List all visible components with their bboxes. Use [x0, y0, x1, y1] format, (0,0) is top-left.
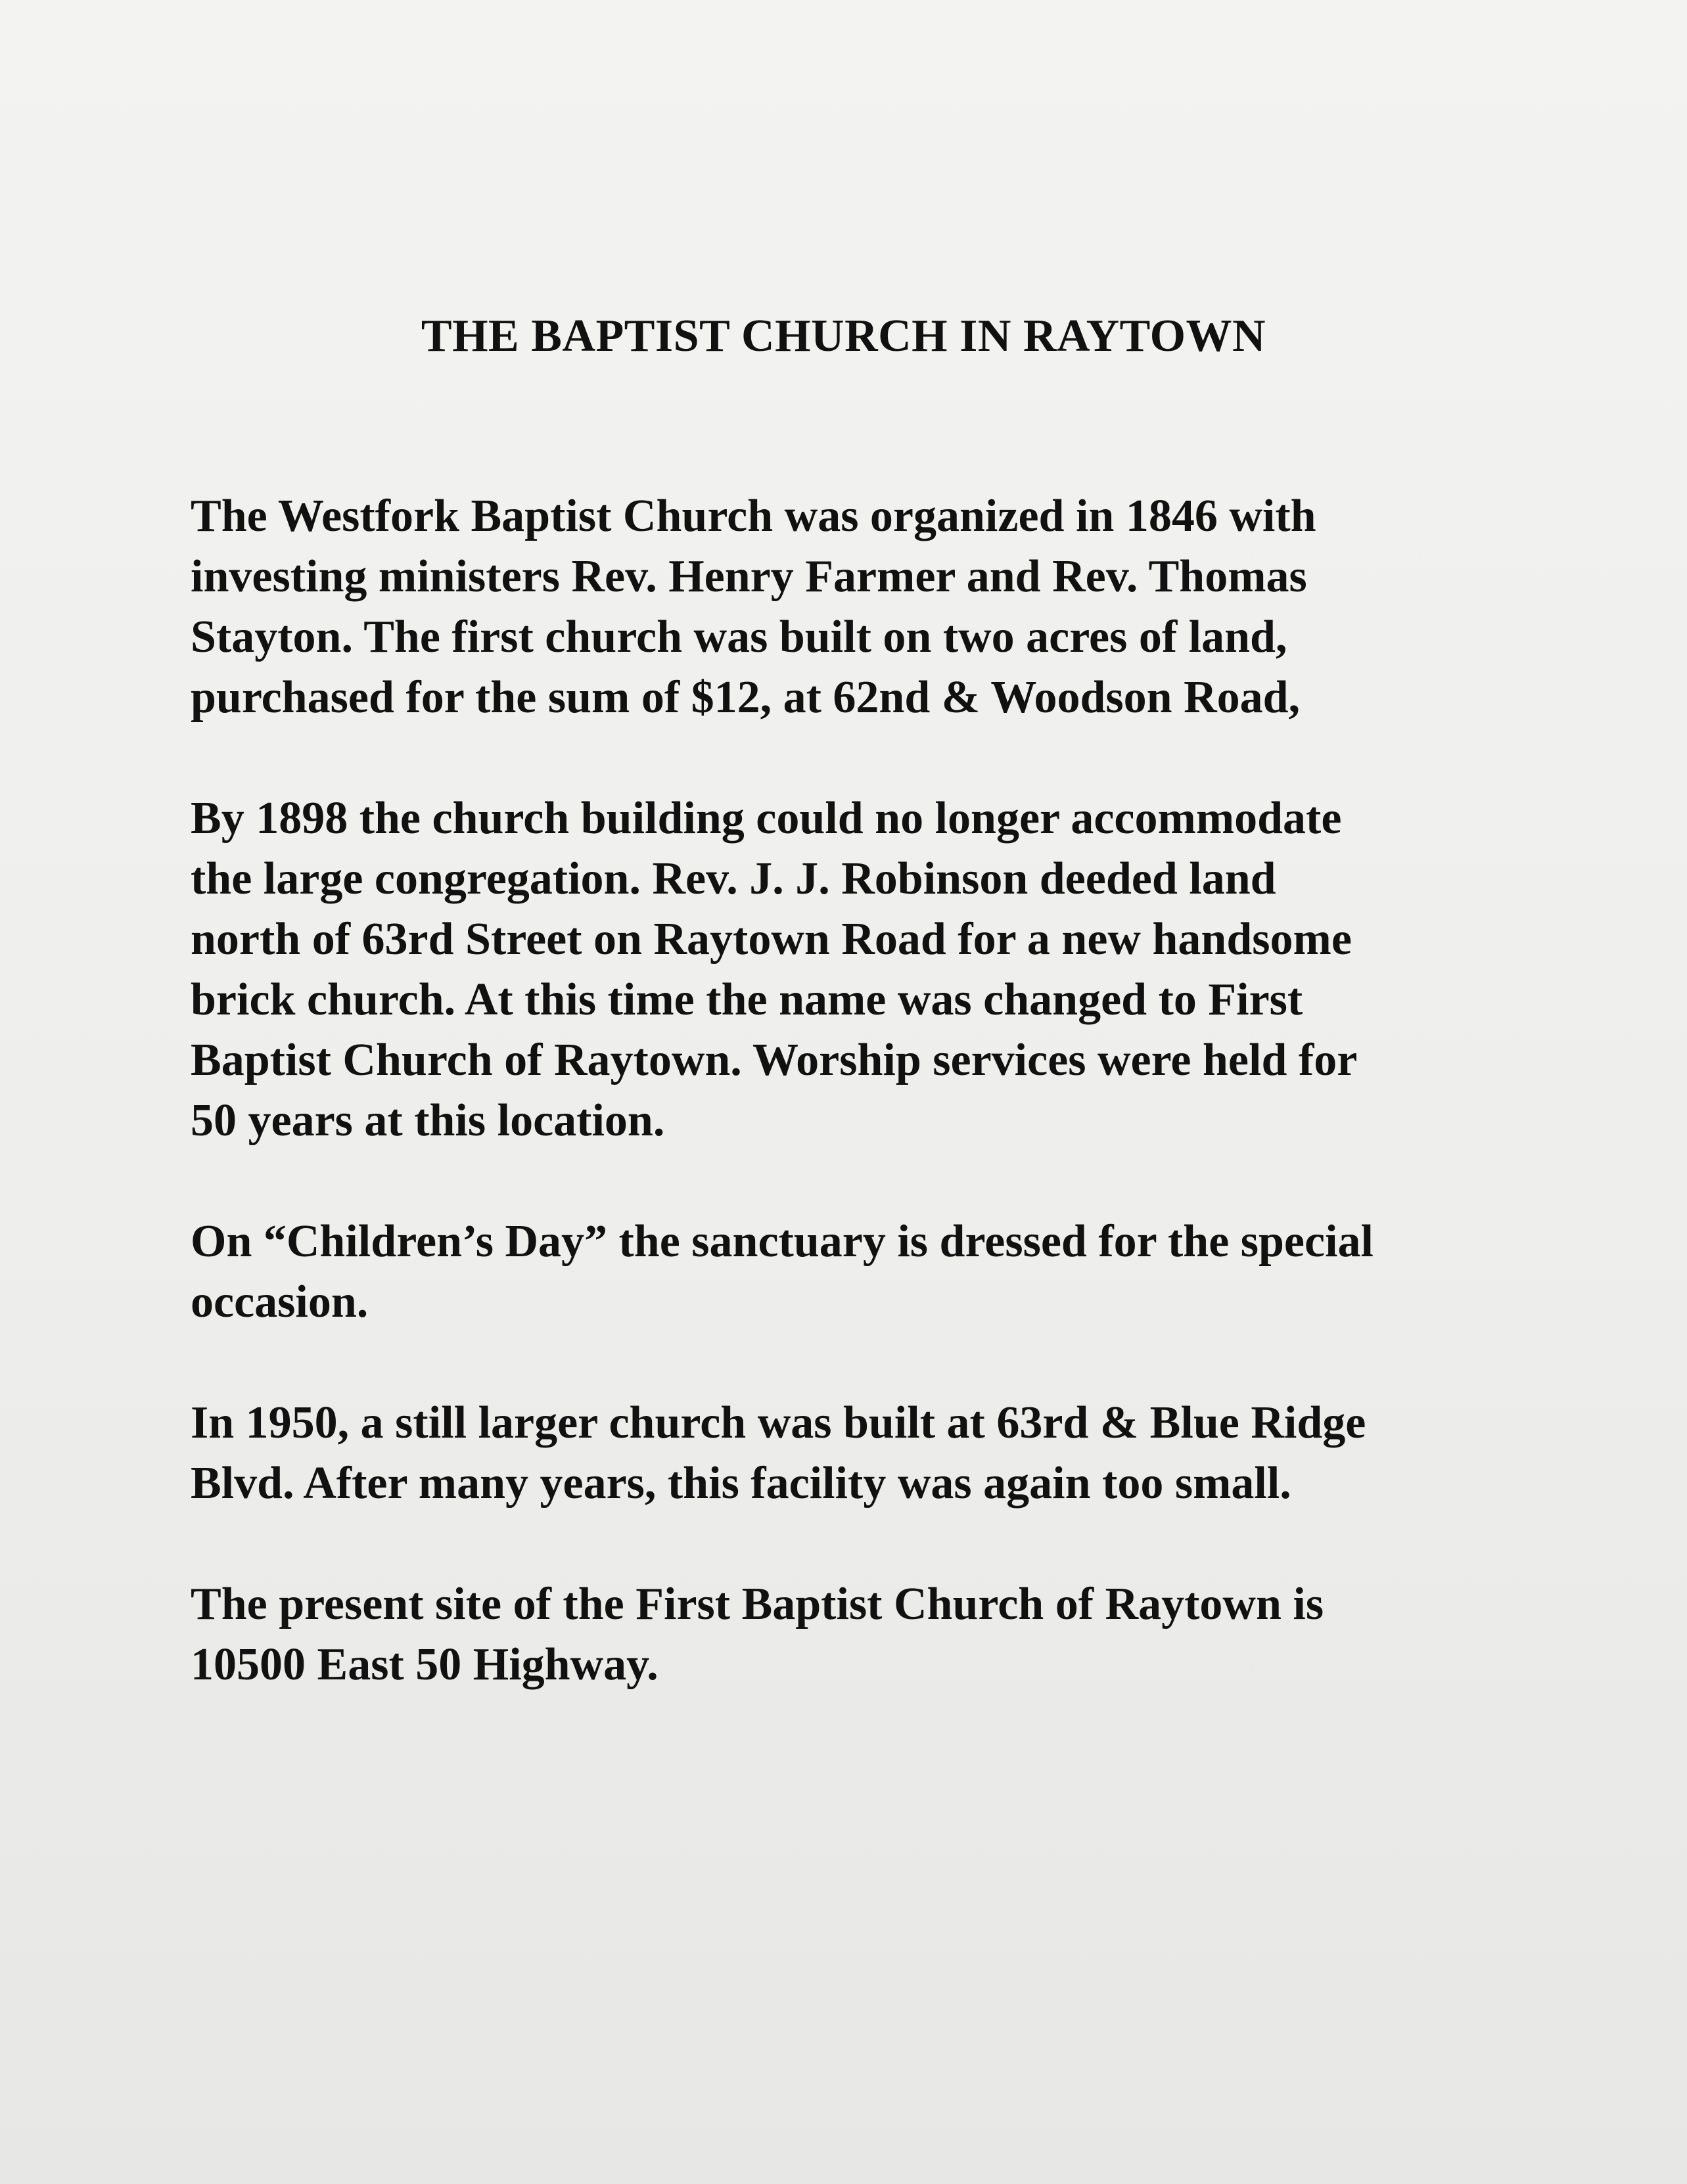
paragraph-present-site: [191, 1574, 1577, 1695]
paragraph-1898-brick-church: [191, 788, 1577, 1151]
text-line: investing ministers Rev. Henry Farmer and Rev. Thomas: [191, 551, 1307, 602]
text-line: north of 63rd Street on Raytown Road for a new handsome: [191, 914, 1352, 965]
text-line: occasion.: [191, 1277, 369, 1327]
text-line: The Westfork Baptist Church was organized in 1846 with: [191, 491, 1316, 541]
text-line: 50 years at this location.: [191, 1095, 665, 1146]
paragraph-childrens-day: [191, 1212, 1577, 1332]
paragraph-westfork-founding: [191, 486, 1577, 728]
text-line: In 1950, a still larger church was built at 63rd & Blue Ridge: [191, 1398, 1366, 1448]
text-line: Blvd. After many years, this facility was again too small.: [191, 1458, 1291, 1509]
text-line: By 1898 the church building could no longer accommodate: [191, 793, 1342, 844]
text-line: The present site of the First Baptist Church of Raytown is: [191, 1579, 1324, 1629]
text-line: brick church. At this time the name was changed to First: [191, 974, 1303, 1025]
document-body: [191, 486, 1577, 1756]
text-line: purchased for the sum of $12, at 62nd & Woodson Road,: [191, 672, 1301, 723]
text-line: 10500 East 50 Highway.: [191, 1639, 659, 1690]
document-title: THE BAPTIST CHURCH IN RAYTOWN: [421, 311, 1266, 361]
text-line: On “Children’s Day” the sanctuary is dressed for the special: [191, 1216, 1374, 1267]
paragraph-1950-church: [191, 1393, 1577, 1514]
text-line: the large congregation. Rev. J. J. Robinson deeded land: [191, 853, 1276, 904]
text-line: Baptist Church of Raytown. Worship services were held for: [191, 1035, 1358, 1085]
text-line: Stayton. The first church was built on two acres of land,: [191, 612, 1287, 662]
